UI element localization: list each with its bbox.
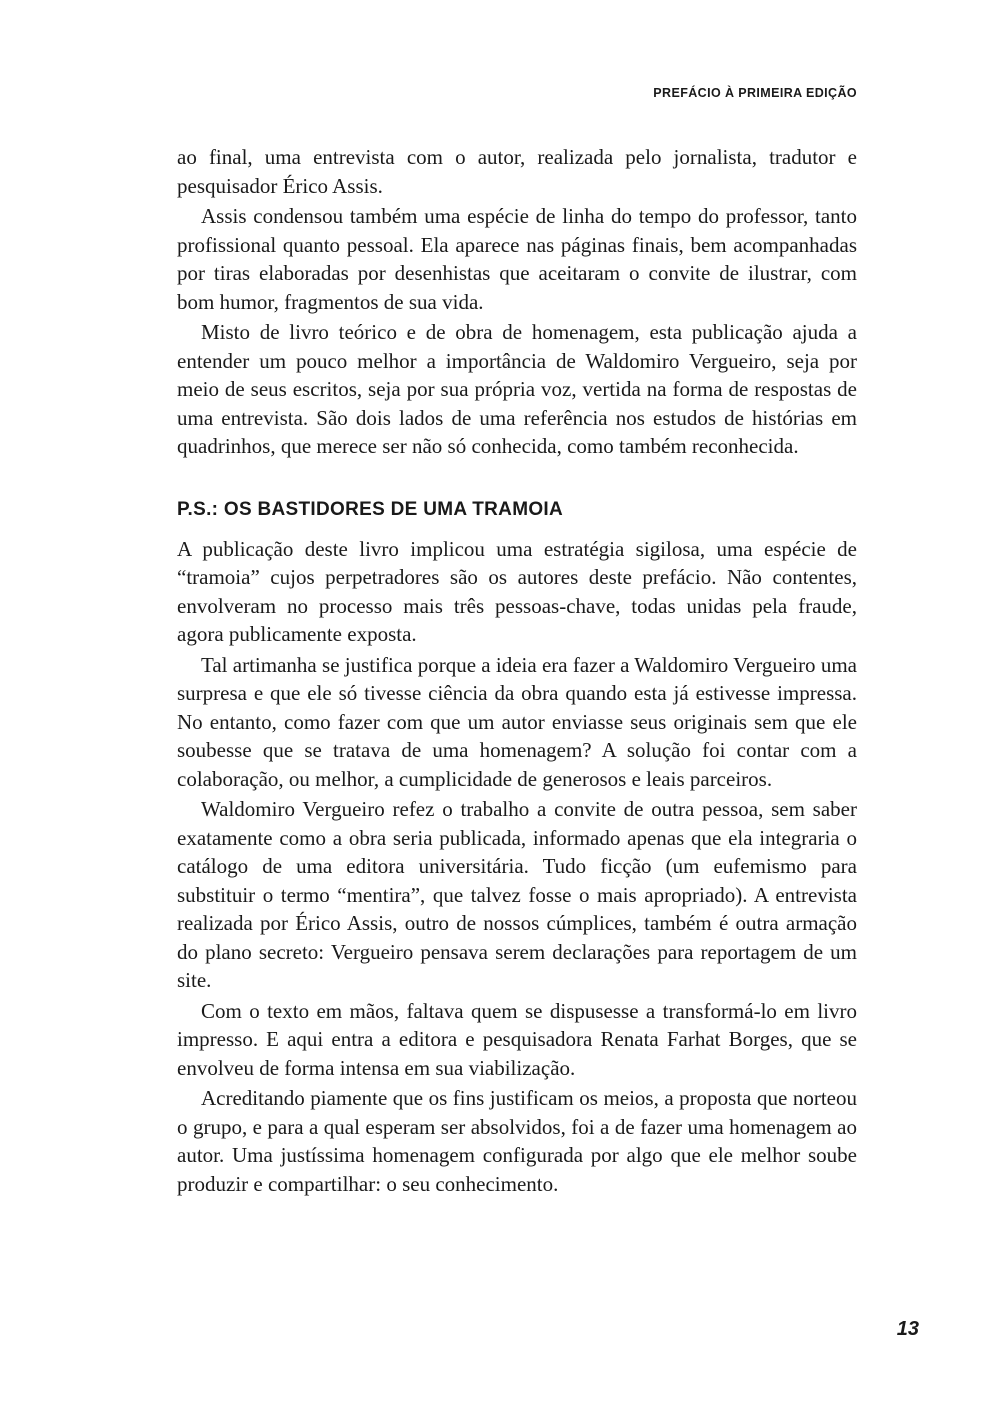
body-text bbox=[177, 143, 857, 1200]
page-number: 13 bbox=[896, 1318, 919, 1340]
paragraph: A publicação deste livro implicou uma estratégia sigilosa, uma espécie de “tramoia” cujos perpetradores são os autores deste prefácio. Não contentes, envolveram no processo mais três pessoas-chave, todas unidas pela fraude, agora publicamente exposta. bbox=[177, 536, 857, 646]
paragraph: ao final, uma entrevista com o autor, realizada pelo jornalista, tradutor e pesquisador Érico Assis. bbox=[177, 145, 857, 198]
paragraph: Com o texto em mãos, faltava quem se dispusesse a transformá-lo em livro impresso. E aqui entra a editora e pesquisadora Renata Farhat Borges, que se envolveu de forma intensa em sua viabilização. bbox=[177, 998, 857, 1080]
paragraph: Tal artimanha se justifica porque a ideia era fazer a Waldomiro Vergueiro uma surpresa e que ele só tivesse ciência da obra quando esta já estivesse impressa. No entanto, como fazer com que um autor enviasse seus originais sem que ele soubesse que se tratava de uma homenagem? A solução foi contar com a colaboração, ou melhor, a cumplicidade de generosos e leais parceiros. bbox=[177, 652, 857, 791]
paragraph: Assis condensou também uma espécie de linha do tempo do professor, tanto profissional quanto pessoal. Ela aparece nas páginas finais, bem acompanhadas por tiras elaboradas por desenhistas que aceitaram o convite de ilustrar, com bom humor, fragmentos de sua vida. bbox=[177, 204, 857, 314]
paragraph: Waldomiro Vergueiro refez o trabalho a convite de outra pessoa, sem saber exatamente como a obra seria publicada, informado apenas que ela integraria o catálogo de uma editora universitária. Tudo ficção (um eufemismo para substituir o termo “mentira”, que talvez fosse o mais apropriado). A entrevista realizada por Érico Assis, outro de nossos cúmplices, também é outra armação do plano secreto: Vergueiro pensava serem declarações para reportagem de um site. bbox=[177, 797, 857, 992]
paragraph: Acreditando piamente que os fins justificam os meios, a proposta que norteou o grupo, e para a qual esperam ser absolvidos, foi a de fazer uma homenagem ao autor. Uma justíssima homenagem configurada por algo que ele melhor soube produzir e compartilhar: o seu conhecimento. bbox=[177, 1086, 857, 1196]
paragraph: Misto de livro teórico e de obra de homenagem, esta publicação ajuda a entender um pouco melhor a importância de Waldomiro Vergueiro, seja por meio de seus escritos, seja por sua própria voz, vertida na forma de respostas de uma entrevista. São dois lados de uma referência nos estudos de histórias em quadrinhos, que merece ser não só conhecida, como também reconhecida. bbox=[177, 320, 857, 458]
running-head: PREFÁCIO À PRIMEIRA EDIÇÃO bbox=[653, 86, 857, 100]
section-heading: P.S.: OS BASTIDORES DE UMA TRAMOIA bbox=[177, 498, 564, 520]
